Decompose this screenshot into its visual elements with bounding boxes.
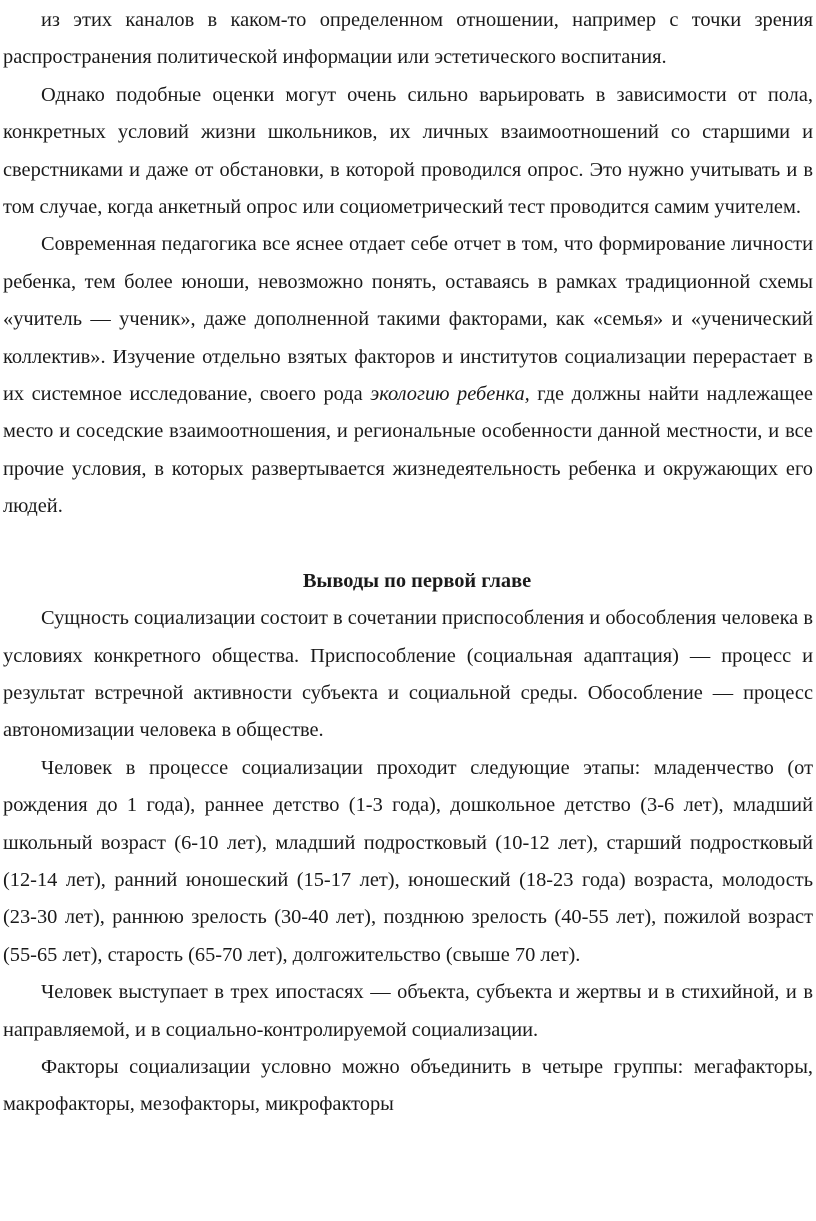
section-heading: Выводы по первой главе — [302, 569, 532, 592]
paragraph-3-end: где должны найти надлежащее место и соседские взаимоотношения, и региональные особенности данной местности, и все прочие условия, в которых развертывается жизнедеятельность ребенка и окружающих его людей. — [3, 383, 813, 518]
paragraph-1: из этих каналов в каком-то определенном отношении, например с точки зрения распространения политической информации или эстетического воспитания. — [3, 9, 813, 69]
paragraph-5: Человек в процессе социализации проходит следующие этапы: младенчество (от рождения до 1 года), раннее детство (1-3 года), дошкольное детство (3-6 лет), младший школьный возраст (6-10 лет), младший подростковый (10-12 лет), старший подростковый (12-14 лет), ранний юношеский (15-17 лет), юношеский (18-23 года) возраста, молодость (23-30 лет), раннюю зрелость (30-40 лет), позднюю зрелость (40-55 лет), пожилой возраст (55-65 лет), старость (65-70 лет), долгожительство (свыше 70 лет). — [3, 756, 813, 966]
paragraph-3-italic: экологию ребенка, — [370, 383, 530, 406]
section-spacer — [3, 526, 813, 563]
paragraph-7: Факторы социализации условно можно объединить в четыре группы: мегафакторы, макрофакторы, мезофакторы, микрофакторы — [3, 1055, 813, 1116]
paragraph-3 — [3, 226, 813, 525]
paragraph-3-start: Современная педагогика все яснее отдает себе отчет в том, что формирование личности ребенка, тем более юноши, невозможно понять, оставаясь в рамках традиционной схемы «учитель — ученик», даже дополненной такими факторами, как «семья» и «ученический коллектив». Изучение отдельно взятых факторов и институтов социализации перерастает в их системное исследование, своего рода — [3, 233, 813, 406]
paragraph-2: Однако подобные оценки могут очень сильно варьировать в зависимости от пола, конкретных условий жизни школьников, их личных взаимоотношений со старшими и сверстниками и даже от обстановки, в которой проводился опрос. Это нужно учитывать и в том случае, когда анкетный опрос или социометрический тест проводится самим учителем. — [3, 83, 813, 219]
paragraph-4: Сущность социализации состоит в сочетании приспособления и обособления человека в условиях конкретного общества. Приспособление (социальная адаптация) — процесс и результат встречной активности субъекта и социальной среды. Обособление — процесс автономизации человека в обществе. — [3, 607, 813, 742]
paragraph-6: Человек выступает в трех ипостасях — объекта, субъекта и жертвы и в стихийной, и в направляемой, и в социально-контролируемой социализации. — [3, 981, 813, 1041]
